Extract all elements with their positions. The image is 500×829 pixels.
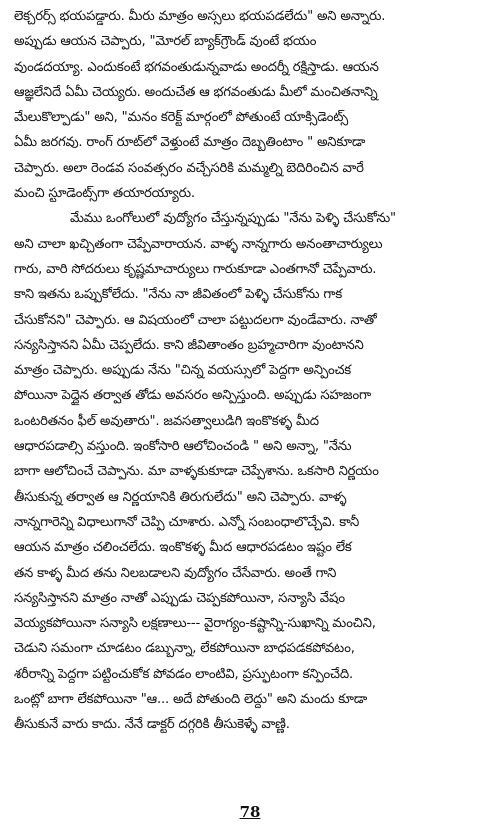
text-line: బాగా ఆలోచించే చెప్పాను. మా వాళ్ళకుకూడా చెప్పేశాను. ఒకసారి నిర్ణయం — [14, 464, 379, 480]
text-line: తీసుకునే వారు కాదు. నేనే డాక్టర్ దగ్గరికి తీసుకెళ్ళే వాణ్ణి. — [14, 717, 290, 733]
text-line: మేలుకొల్పాడు" అని, "మనం కరెక్ట్ మార్గంలో పోతుంటే యాక్సిడెంట్స్ — [14, 110, 348, 126]
text-line: పోయినా పెద్దైన తర్వాత తోడు అవసరం అన్పిస్తుంది. అప్పుడు సహజంగా — [14, 388, 371, 404]
text-line-first: మేము ఒంగోలులో వుద్యోగం చేస్తున్నప్పుడు "నేను పెళ్ళి చేసుకోను" — [70, 211, 396, 227]
text-line: చేసుకోనని" చెప్పారు. ఆ విషయంలో చాలా పట్టుదలగా వుండేవారు. నాతో — [14, 312, 377, 328]
text-line: నాన్నగారెన్ని విధాలుగానో చెప్పి చూశారు. ఎన్నో సంబంధాలొచ్చేవి. కానీ — [14, 514, 360, 530]
text-line: శరీరాన్ని పెద్దగా పట్టించుకోక పోవడం లాంటివి, ప్రస్ఫుటంగా కన్పించేది. — [14, 666, 353, 682]
text-line: వెయ్యకపోయినా సన్యాసి లక్షణాలు--- వైరాగ్యం-కష్టాన్ని-సుఖాన్ని మంచిని, — [14, 616, 376, 632]
text-line: అని చాలా ఖచ్చితంగా చెప్పేవారాయన. వాళ్ళ నాన్నగారు అనంతాచార్యులు — [14, 236, 383, 252]
text-line: లెక్చరర్స్ భయపడ్డారు. మీరు మాత్రం అస్సలు భయపడలేదు" అని అన్నారు. — [14, 9, 386, 24]
text-line: ఆధారపడాల్సి వస్తుంది. ఇంకోసారి ఆలోచించండి " అని అన్నా, "నేను — [14, 439, 352, 455]
text-line: ఆజ్ఞలేనిదే ఏమీ చెయ్యరు. అందుచేత ఆ భగవంతుడు మీలో మంచితనాన్ని — [14, 84, 378, 100]
text-line: గారు, వారి సోదరులు కృష్ణమాచార్యులు గారుకూడా ఎంతగానో చెప్పేవారు. — [14, 261, 377, 277]
text-line: కాని ఇతను ఒప్పుకోలేదు. "నేను నా జీవితంలో పెళ్ళి చేసుకోను గాక — [14, 287, 343, 303]
text-line: ఒంటరితనం ఫీల్ అవుతారు". జవసత్వాలుడిగి ఇంకొకళ్ళ మీద — [14, 413, 319, 429]
paragraph-2 — [14, 206, 488, 737]
text-line: మాత్రం చెప్పారు. అప్పుడు నేను "చిన్న వయస్సులో పెద్దగా అన్పించక — [14, 363, 351, 379]
text-line: మంచి స్టూడెంట్స్‌గా తయారయ్యారు. — [14, 186, 195, 202]
text-line: తీసుకున్న తర్వాత ఆ నిర్ణయానికి తిరుగులేదు" అని చెప్పారు. వాళ్ళ — [14, 489, 347, 505]
text-line: చెప్పారు. అలా రెండవ సంవత్సరం వచ్చేసరికి మమ్మల్ని బెదిరించిన వారే — [14, 160, 364, 176]
text-line: ఆయన మాత్రం చలించలేదు. ఇంకొకళ్ళ మీద ఆధారపడటం ఇష్టం లేక — [14, 540, 352, 556]
text-line: సన్యసిస్తానని ఏమీ చెప్పలేదు. కాని జీవితాంతం బ్రహ్మచారిగా వుంటానని — [14, 337, 364, 353]
text-line: చెడుని సమంగా చూడటం డబ్బున్నా, లేకపోయినా బాధపడకపోవటం, — [14, 641, 355, 657]
text-line: వుండదయ్యా. ఎందుకంటే భగవంతుడున్నవాడు అందర్నీ రక్షిస్తాడు. ఆయన — [14, 59, 379, 75]
text-line: ఒంట్లో బాగా లేకపోయినా "ఆ... అదే పోతుంది లెద్దు" అని మందు కూడా — [14, 692, 367, 708]
text-line: అప్పుడు ఆయన చెప్పారు, "మోరల్ బ్యాక్‌గ్రౌండ్ వుంటే భయం — [14, 34, 317, 50]
page-number — [0, 803, 500, 821]
text-line: సన్యసిస్తానని మాత్రం నాతో ఎప్పుడు చెప్పకపోయినా, సన్యాసి వేషం — [14, 590, 345, 606]
paragraph-1 — [14, 4, 488, 206]
text-line: ఏమీ జరగవు. రాంగ్ రూట్‌లో వెళ్తుంటే మాత్రం దెబ్బతింటాం " అనికూడా — [14, 135, 366, 151]
text-line: తన కాళ్ళ మీద తను నిలబడాలని వుద్యోగం చేసేవారు. అంతే గాని — [14, 565, 337, 581]
page-number-text: 78 — [239, 803, 261, 821]
